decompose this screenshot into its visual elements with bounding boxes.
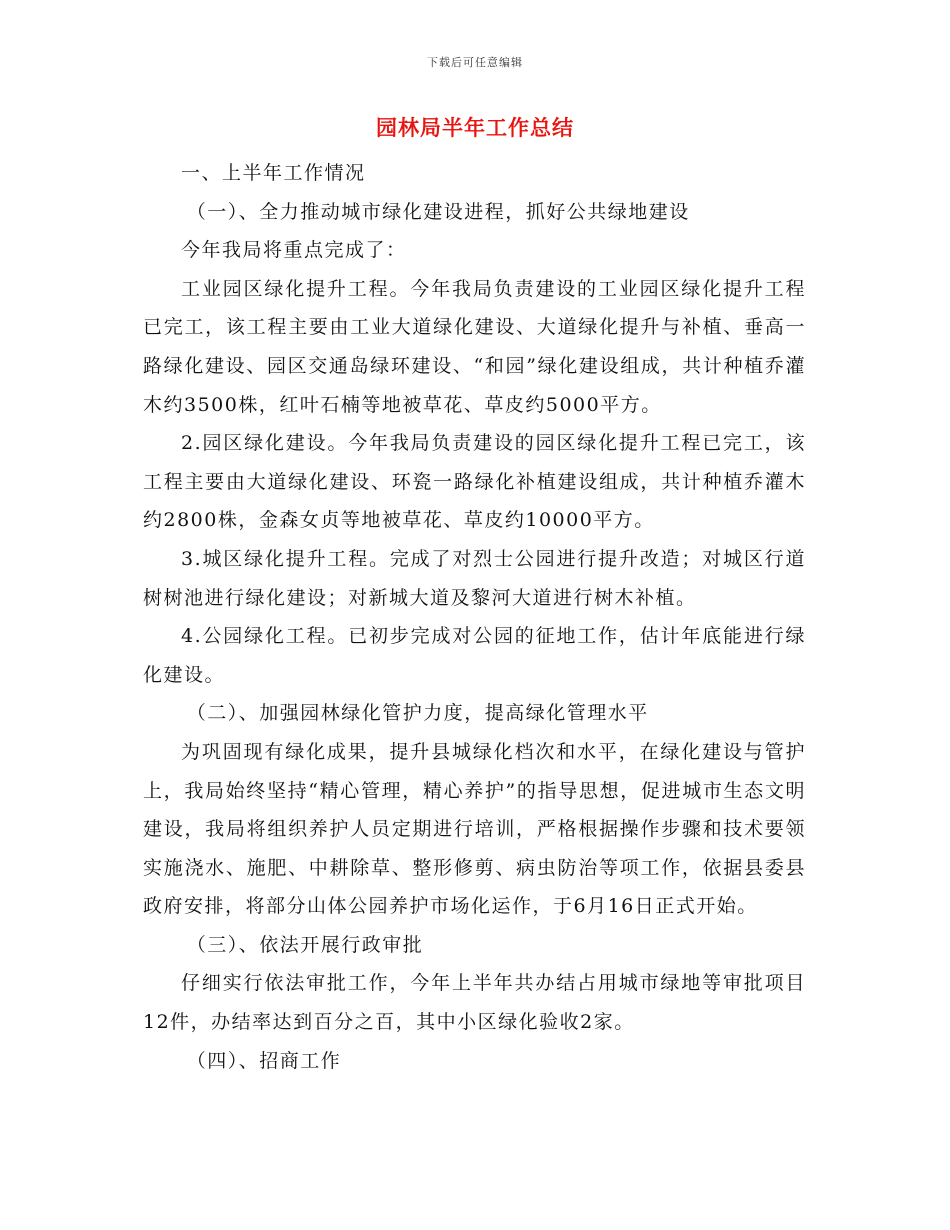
paragraph-intro: 今年我局将重点完成了： <box>181 239 407 262</box>
subsection-heading-2: （二）、加强园林绿化管护力度，提高绿化管理水平 <box>186 702 649 725</box>
paragraph-approval: 仔细实行依法审批工作，今年上半年共办结占用城市绿地等审批项目12件，办结率达到百分之百，其中小区绿化验收2家。 <box>143 972 806 1034</box>
section-heading-1: 一、上半年工作情况 <box>181 162 366 184</box>
paragraph-item-4: 4.公园绿化工程。已初步完成对公园的征地工作，估计年底能进行绿化建设。 <box>143 625 806 686</box>
document-title: 园林局半年工作总结 <box>376 115 574 140</box>
subsection-heading-1: （一）、全力推动城市绿化建设进程，抓好公共绿地建设 <box>186 200 690 223</box>
header-note: 下载后可任意编辑 <box>427 56 523 69</box>
paragraph-management: 为巩固现有绿化成果，提升县城绿化档次和水平，在绿化建设与管护上，我局始终坚持“精心管理，精心养护”的指导思想，促进城市生态文明建设，我局将组织养护人员定期进行培训，严格根据操作步骤和技术要领实施浇水、施肥、中耕除草、整形修剪、病虫防治等项工作，依据县委县政府安排，将部分山体公园养护市场化运作，于6月16日正式开始。 <box>143 740 806 918</box>
paragraph-item-3: 3.城区绿化提升工程。完成了对烈士公园进行提升改造；对城区行道树树池进行绿化建设；对新城大道及黎河大道进行树木补植。 <box>143 547 806 609</box>
paragraph-item-1: 工业园区绿化提升工程。今年我局负责建设的工业园区绿化提升工程已完工，该工程主要由工业大道绿化建设、大道绿化提升与补植、垂高一路绿化建设、园区交通岛绿环建设、“和园”绿化建设组成，共计种植乔灌木约3500株，红叶石楠等地被草花、草皮约5000平方。 <box>143 277 806 416</box>
document-body <box>143 154 806 1080</box>
paragraph-item-2: 2.园区绿化建设。今年我局负责建设的园区绿化提升工程已完工，该工程主要由大道绿化建设、环瓷一路绿化补植建设组成，共计种植乔灌木约2800株，金森女贞等地被草花、草皮约10000平方。 <box>143 432 806 532</box>
subsection-heading-3: （三）、依法开展行政审批 <box>186 933 424 956</box>
subsection-heading-4: （四）、招商工作 <box>186 1049 342 1072</box>
